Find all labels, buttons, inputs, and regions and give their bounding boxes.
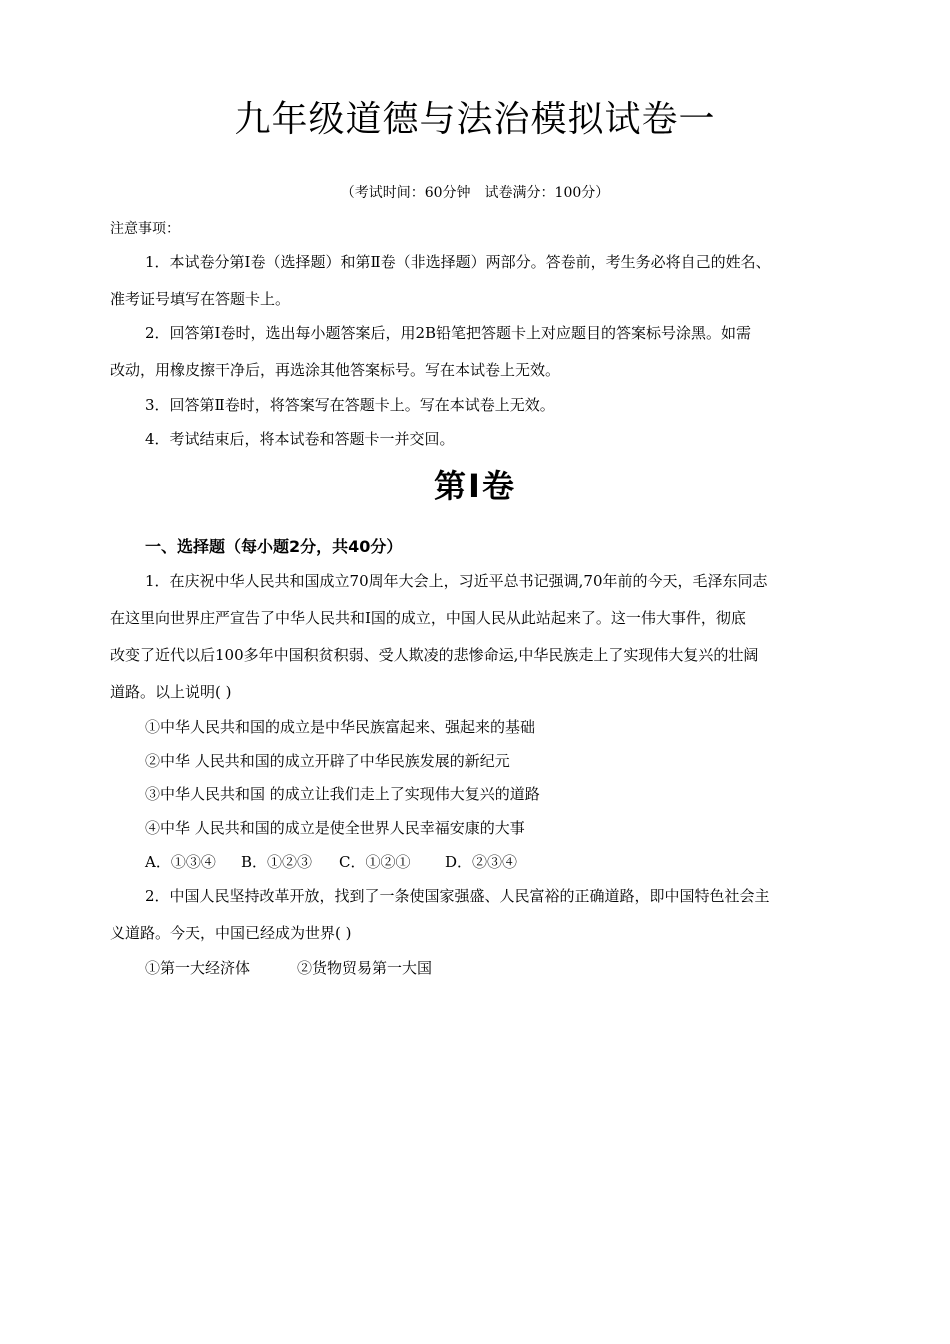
part-heading: 一、选择题（每小题2分，共40分） (145, 537, 403, 556)
notice-heading: 注意事项： (110, 221, 180, 237)
notice-line: 改动，用橡皮擦干净后，再选涂其他答案标号。写在本试卷上无效。 (110, 361, 561, 379)
option-a: A．①③④ (145, 853, 216, 871)
question-1-statement: ③中华人民共和国 的成立让我们走上了实现伟大复兴的道路 (145, 785, 540, 803)
exam-time-and-score: （考试时间：60分钟 试卷满分：100分） (340, 185, 610, 201)
question-1-options (145, 851, 517, 873)
question-1-line: 在这里向世界庄严宣告了中华人民共和I国的成立，中国人民从此站起来了。这一伟大事件，彻底 (110, 609, 746, 627)
notice-line: 2．回答第Ⅰ卷时，选出每小题答案后，用2B铅笔把答题卡上对应题目的答案标号涂黑。如需 (145, 324, 752, 342)
notice-line: 4．考试结束后，将本试卷和答题卡一并交回。 (145, 430, 455, 448)
question-1-line: 道路。以上说明( ) (110, 683, 232, 701)
question-2-line: 2．中国人民坚持改革开放，找到了一条使国家强盛、人民富裕的正确道路，即中国特色社会主 (145, 887, 770, 905)
notice-line: 1．本试卷分第Ⅰ卷（选择题）和第Ⅱ卷（非选择题）两部分。答卷前，考生务必将自己的姓名、 (145, 253, 771, 271)
question-1-line: 改变了近代以后100多年中国积贫积弱、受人欺凌的悲惨命运,中华民族走上了实现伟大复兴的壮阔 (110, 646, 759, 664)
question-2-statements (145, 957, 432, 979)
option-b: B．①②③ (241, 853, 313, 871)
question-1-statement: ①中华人民共和国的成立是中华民族富起来、强起来的基础 (145, 718, 536, 736)
exam-title: 九年级道德与法治模拟试卷一 (234, 99, 716, 140)
question-1-line: 1．在庆祝中华人民共和国成立70周年大会上，习近平总书记强调,70年前的今天，毛泽东同志 (145, 572, 768, 590)
notice-line: 准考证号填写在答题卡上。 (110, 290, 291, 308)
question-2-statement: ②货物贸易第一大国 (297, 959, 433, 977)
section-title: 第Ⅰ卷 (434, 467, 516, 505)
notice-line: 3．回答第Ⅱ卷时，将答案写在答题卡上。写在本试卷上无效。 (145, 396, 555, 414)
question-1-statement: ②中华 人民共和国的成立开辟了中华民族发展的新纪元 (145, 752, 510, 770)
question-2-line: 义道路。今天，中国已经成为世界( ) (110, 924, 352, 942)
question-2-statement: ①第一大经济体 (145, 959, 251, 977)
option-c: C．①②① (339, 853, 411, 871)
option-d: D．②③④ (445, 853, 518, 871)
question-1-statement: ④中华 人民共和国的成立是使全世界人民幸福安康的大事 (145, 819, 525, 837)
